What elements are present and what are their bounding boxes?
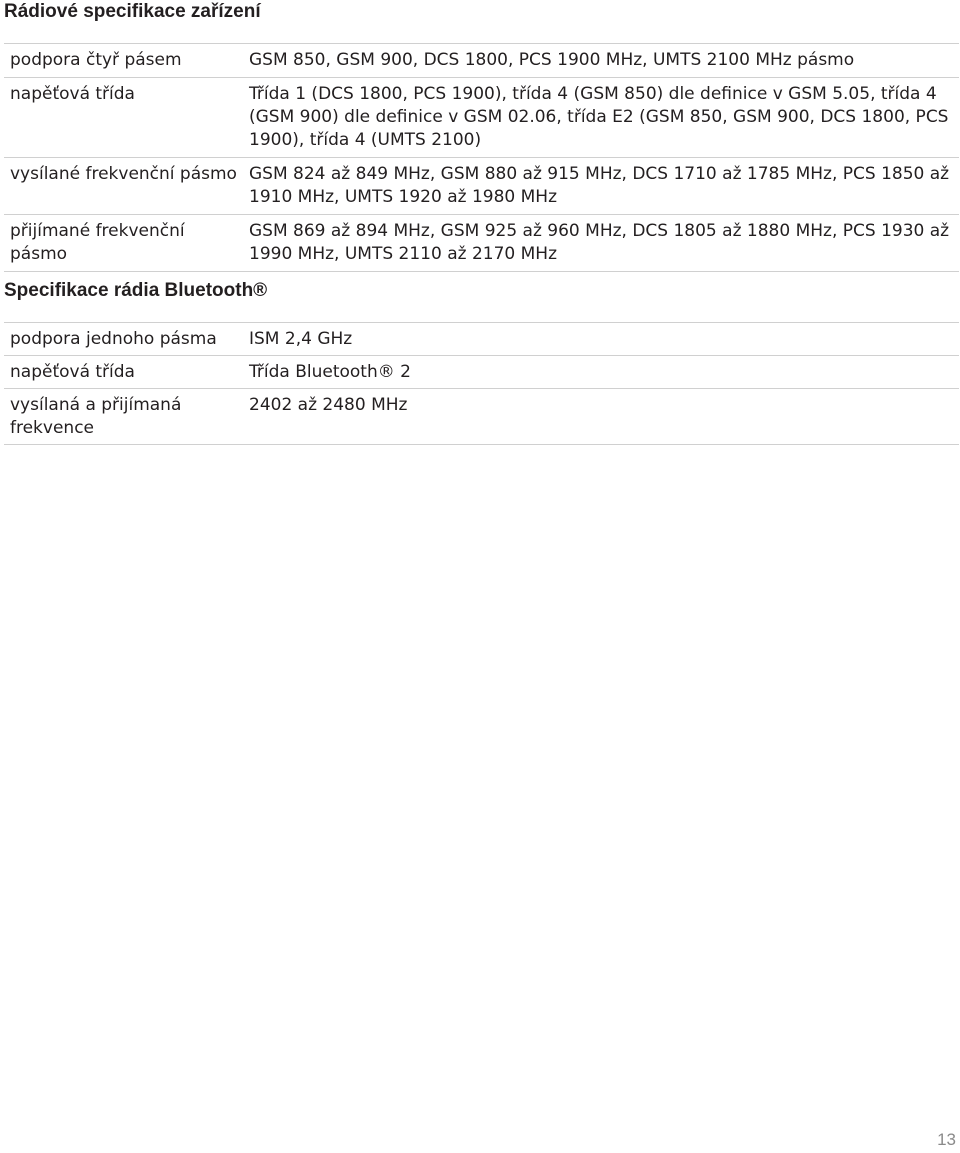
spec-label: přijímané frekvenční pásmo xyxy=(4,215,246,272)
spec-value: ISM 2,4 GHz xyxy=(246,323,959,356)
radio-specs-table xyxy=(4,43,959,272)
spec-label: napěťová třída xyxy=(4,78,246,158)
table-row xyxy=(4,44,959,78)
spec-value: GSM 824 až 849 MHz, GSM 880 až 915 MHz, DCS 1710 až 1785 MHz, PCS 1850 až 1910 MHz, UMTS 1920 až 1980 MHz xyxy=(246,158,959,215)
spec-label: napěťová třída xyxy=(4,356,246,389)
table-row xyxy=(4,323,959,356)
section-title-radio-specs: Rádiové specifikace zařízení xyxy=(4,1,261,22)
spec-label: podpora čtyř pásem xyxy=(4,44,246,78)
spec-value: GSM 869 až 894 MHz, GSM 925 až 960 MHz, DCS 1805 až 1880 MHz, PCS 1930 až 1990 MHz, UMTS 2110 až 2170 MHz xyxy=(246,215,959,272)
spec-label: vysílané frekvenční pásmo xyxy=(4,158,246,215)
spec-label: podpora jednoho pásma xyxy=(4,323,246,356)
spec-value: Třída Bluetooth® 2 xyxy=(246,356,959,389)
table-row xyxy=(4,389,959,445)
table-row xyxy=(4,158,959,215)
table-row xyxy=(4,356,959,389)
bluetooth-specs-table xyxy=(4,322,959,445)
table-row xyxy=(4,215,959,272)
page-number: 13 xyxy=(937,1130,956,1149)
table-row xyxy=(4,78,959,158)
spec-label: vysílaná a přijímaná frekvence xyxy=(4,389,246,445)
spec-value: 2402 až 2480 MHz xyxy=(246,389,959,445)
section-title-bluetooth-specs: Specifikace rádia Bluetooth® xyxy=(4,280,268,301)
spec-value: Třída 1 (DCS 1800, PCS 1900), třída 4 (GSM 850) dle definice v GSM 5.05, třída 4 (GSM 900) dle definice v GSM 02.06, třída E2 (GSM 850, GSM 900, DCS 1800, PCS 1900), třída 4 (UMTS 2100) xyxy=(246,78,959,158)
spec-value: GSM 850, GSM 900, DCS 1800, PCS 1900 MHz, UMTS 2100 MHz pásmo xyxy=(246,44,959,78)
